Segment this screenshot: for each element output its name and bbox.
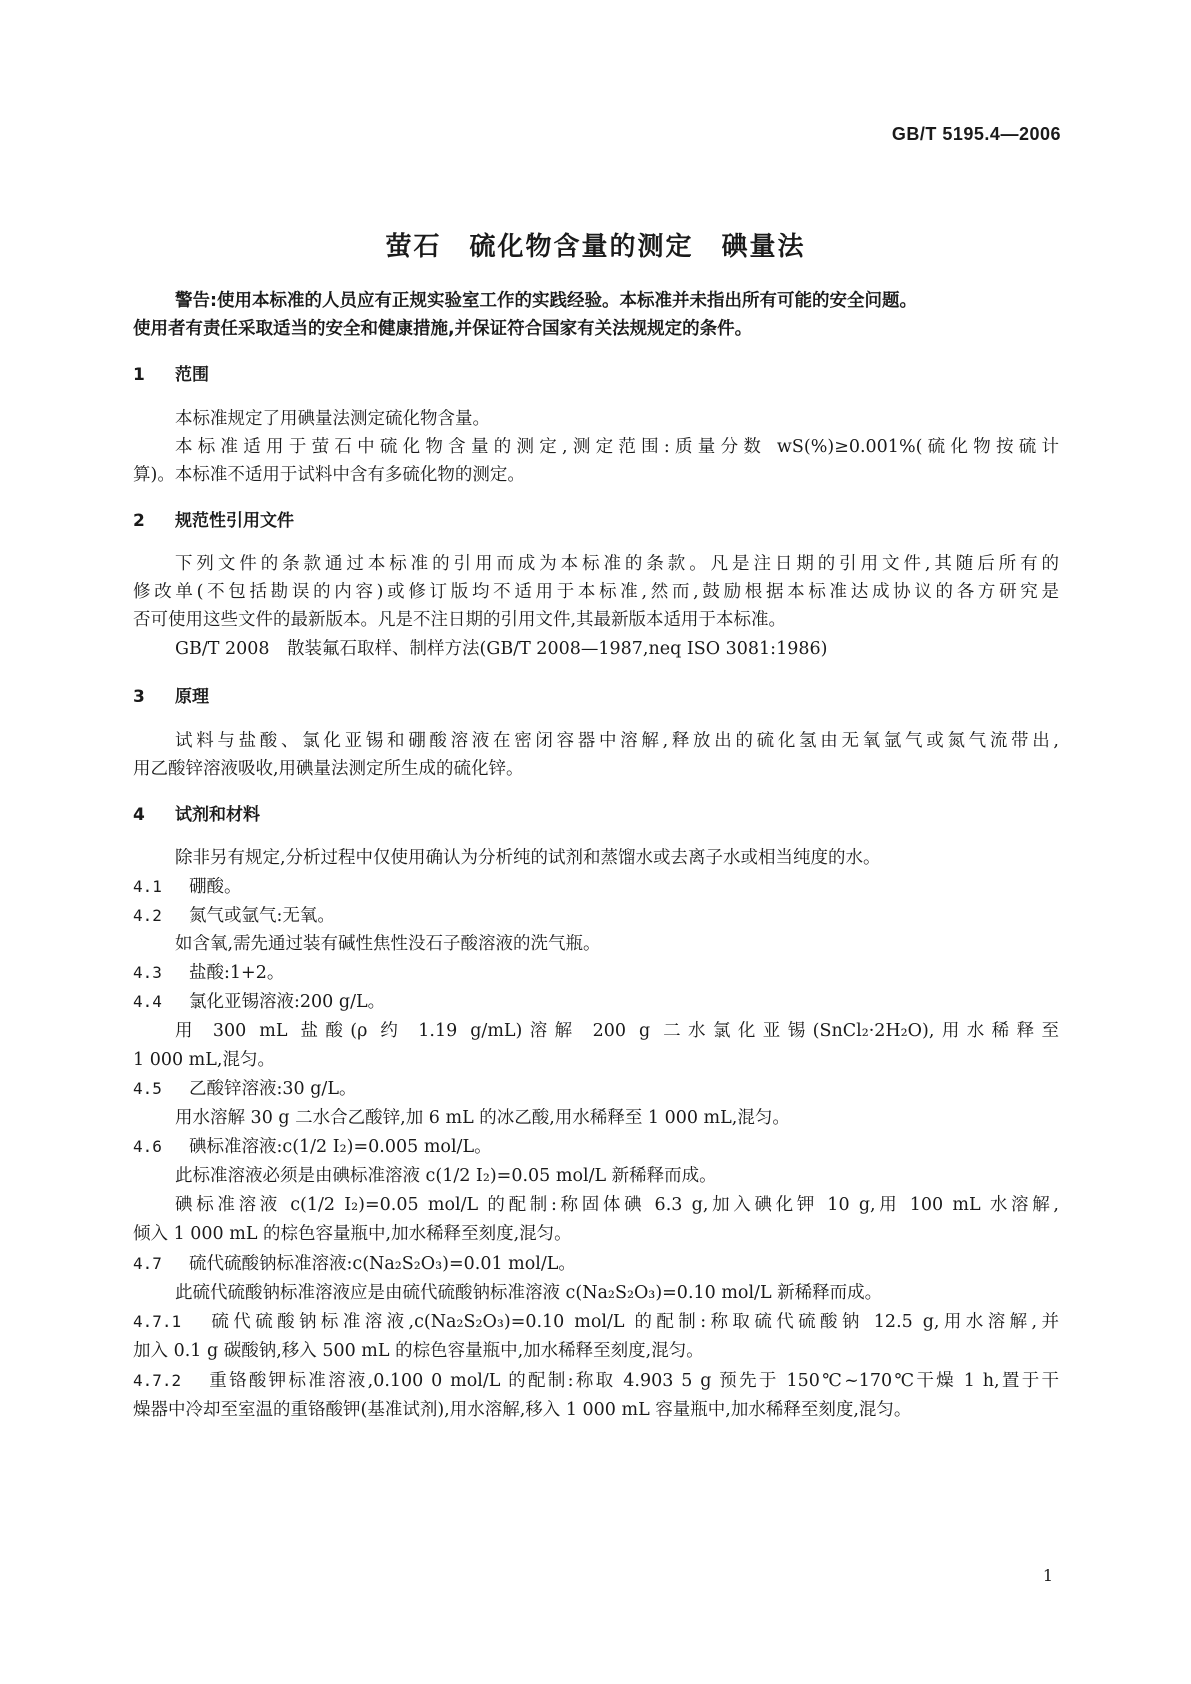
clause-4-3 — [133, 962, 1059, 984]
paragraph: 下列文件的条款通过本标准的引用而成为本标准的条款。凡是注日期的引用文件,其随后所有的 — [175, 554, 1059, 574]
clause-4-1 — [133, 876, 1059, 898]
clause-text: 硼酸。 — [189, 877, 242, 897]
clause-number: 4.7.2 — [133, 1371, 182, 1390]
clause-number: 4.5 — [133, 1079, 162, 1098]
clause-4-4 — [133, 991, 1059, 1013]
paragraph: 本标准适用于萤石中硫化物含量的测定,测定范围:质量分数 wS(%)≥0.001%(硫化物按硫计 — [175, 437, 1059, 457]
clause-4-6 — [133, 1136, 1059, 1158]
paragraph: 此硫代硫酸钠标准溶液应是由硫代硫酸钠标准溶液 c(Na₂S₂O₃)=0.10 mol/L 新稀释而成。 — [175, 1283, 883, 1303]
clause-text: 硫代硫酸钠标准溶液:c(Na₂S₂O₃)=0.01 mol/L。 — [189, 1254, 576, 1274]
page-number: 1 — [1042, 1566, 1053, 1585]
paragraph: 试料与盐酸、氯化亚锡和硼酸溶液在密闭容器中溶解,释放出的硫化氢由无氧氩气或氮气流带出, — [175, 731, 1059, 751]
clause-text: 乙酸锌溶液:30 g/L。 — [189, 1079, 357, 1099]
paragraph: 用乙酸锌溶液吸收,用碘量法测定所生成的硫化锌。 — [133, 759, 524, 779]
section-number: 3 — [133, 687, 145, 707]
clause-4-7-1 — [133, 1311, 1059, 1333]
clause-4-7 — [133, 1253, 1059, 1275]
clause-text: 氯化亚锡溶液:200 g/L。 — [189, 992, 386, 1012]
warning-line-1: 警告:使用本标准的人员应有正规实验室工作的实践经验。本标准并未指出所有可能的安全问题。 — [175, 291, 917, 311]
section-3-heading — [133, 686, 1059, 708]
clause-4-7-2 — [133, 1370, 1059, 1392]
paragraph: 燥器中冷却至室温的重铬酸钾(基准试剂),用水溶解,移入 1 000 mL 容量瓶中,加水稀释至刻度,混匀。 — [133, 1400, 912, 1420]
section-4-heading — [133, 804, 1059, 826]
clause-text: 盐酸:1+2。 — [189, 963, 285, 983]
paragraph: 本标准规定了用碘量法测定硫化物含量。 — [175, 409, 490, 429]
section-title: 规范性引用文件 — [175, 511, 294, 531]
paragraph: 除非另有规定,分析过程中仅使用确认为分析纯的试剂和蒸馏水或去离子水或相当纯度的水。 — [175, 848, 881, 868]
paragraph: 用水溶解 30 g 二水合乙酸锌,加 6 mL 的冰乙酸,用水稀释至 1 000 mL,混匀。 — [175, 1108, 790, 1128]
paragraph: 加入 0.1 g 碳酸钠,移入 500 mL 的棕色容量瓶中,加水稀释至刻度,混匀。 — [133, 1341, 704, 1361]
section-title: 范围 — [175, 365, 209, 385]
section-number: 1 — [133, 365, 145, 385]
clause-number: 4.4 — [133, 992, 162, 1011]
paragraph: 1 000 mL,混匀。 — [133, 1050, 275, 1070]
clause-text: 碘标准溶液:c(1/2 I₂)=0.005 mol/L。 — [189, 1137, 492, 1157]
clause-number: 4.1 — [133, 877, 162, 896]
clause-4-2 — [133, 905, 1059, 927]
section-title: 试剂和材料 — [175, 805, 260, 825]
standard-code: GB/T 5195.4—2006 — [891, 124, 1061, 144]
paragraph: 如含氧,需先通过装有碱性焦性没石子酸溶液的洗气瓶。 — [175, 934, 601, 954]
clause-number: 4.2 — [133, 906, 162, 925]
paragraph: 此标准溶液必须是由碘标准溶液 c(1/2 I₂)=0.05 mol/L 新稀释而成。 — [175, 1166, 717, 1186]
section-1-heading — [133, 364, 1059, 386]
paragraph: 算)。本标准不适用于试料中含有多硫化物的测定。 — [133, 465, 525, 485]
section-number: 2 — [133, 511, 145, 531]
paragraph: 用 300 mL 盐酸(ρ 约 1.19 g/mL)溶解 200 g 二水氯化亚锡(SnCl₂·2H₂O),用水稀释至 — [175, 1021, 1059, 1041]
section-2-heading — [133, 510, 1059, 532]
clause-4-5 — [133, 1078, 1059, 1100]
warning-line-2: 使用者有责任采取适当的安全和健康措施,并保证符合国家有关法规规定的条件。 — [133, 319, 753, 339]
document-title: 萤石 硫化物含量的测定 碘量法 — [385, 232, 806, 262]
normative-reference: GB/T 2008 散装氟石取样、制样方法(GB/T 2008—1987,neq ISO 3081:1986) — [175, 639, 828, 659]
paragraph: 倾入 1 000 mL 的棕色容量瓶中,加水稀释至刻度,混匀。 — [133, 1224, 572, 1244]
section-title: 原理 — [175, 687, 209, 707]
clause-text: 氮气或氩气:无氧。 — [189, 906, 335, 926]
paragraph: 否可使用这些文件的最新版本。凡是不注日期的引用文件,其最新版本适用于本标准。 — [133, 610, 787, 630]
section-number: 4 — [133, 805, 145, 825]
clause-text: 重铬酸钾标准溶液,0.100 0 mol/L 的配制:称取 4.903 5 g 预先于 150℃~170℃干燥 1 h,置于干 — [207, 1371, 1059, 1391]
clause-number: 4.7.1 — [133, 1312, 182, 1331]
clause-number: 4.6 — [133, 1137, 162, 1156]
clause-number: 4.7 — [133, 1254, 162, 1273]
paragraph: 修改单(不包括勘误的内容)或修订版均不适用于本标准,然而,鼓励根据本标准达成协议的各方研究是 — [133, 582, 1059, 602]
clause-text: 硫代硫酸钠标准溶液,c(Na₂S₂O₃)=0.10 mol/L 的配制:称取硫代硫酸钠 12.5 g,用水溶解,并 — [207, 1312, 1059, 1332]
paragraph: 碘标准溶液 c(1/2 I₂)=0.05 mol/L 的配制:称固体碘 6.3 g,加入碘化钾 10 g,用 100 mL 水溶解, — [175, 1195, 1059, 1215]
clause-number: 4.3 — [133, 963, 162, 982]
